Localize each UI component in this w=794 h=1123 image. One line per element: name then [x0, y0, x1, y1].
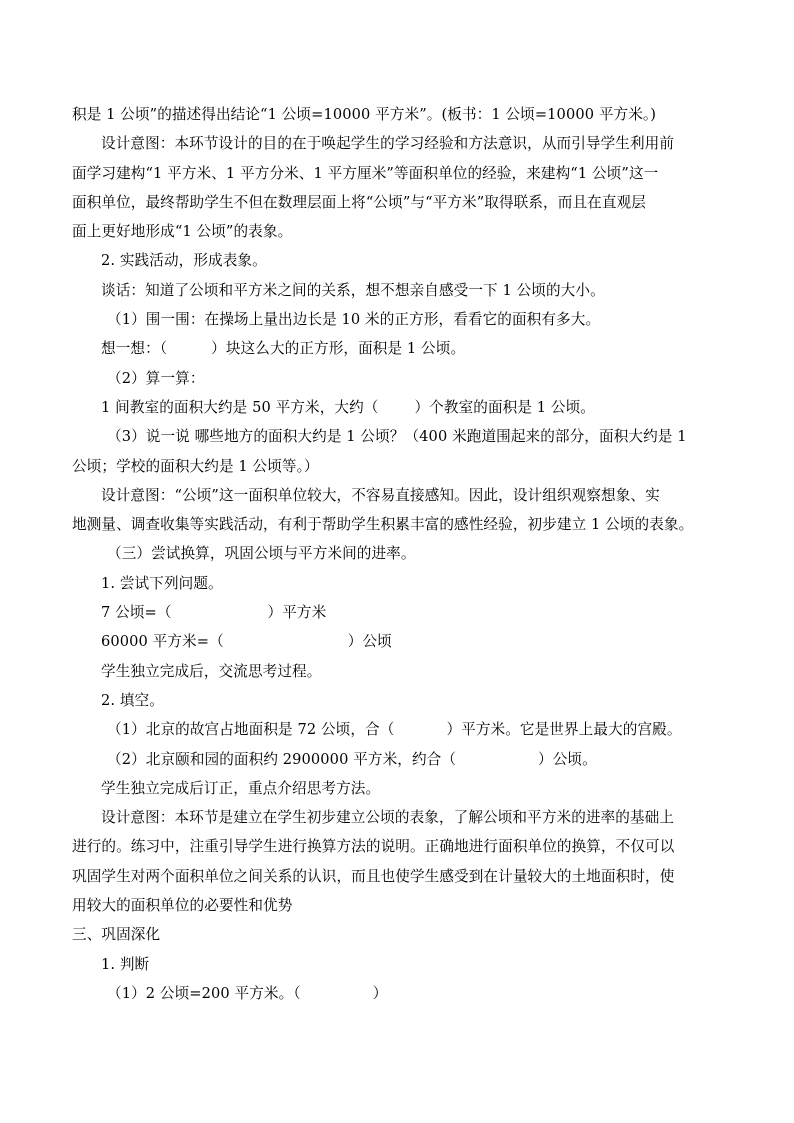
- fill-blank-line: [72, 334, 722, 363]
- paragraph-line: 谈话：知道了公顷和平方米之间的关系，想不想亲自感受一下 1 公顷的大小。: [101, 281, 605, 299]
- blank-prefix: （1）2 公顷=200 平方米。（: [107, 984, 301, 1002]
- paragraph-line: 学生独立完成后，交流思考过程。: [101, 662, 322, 680]
- blank-prefix: 7 公顷=（: [101, 604, 172, 622]
- blank-suffix: ）平方米: [267, 604, 327, 622]
- paragraph-line: （1）围一围：在操场上量出边长是 10 米的正方形，看看它的面积有多大。: [107, 311, 601, 329]
- section-heading: 三、巩固深化: [72, 926, 161, 944]
- paragraph-line: 进行的。练习中，注重引导学生进行换算方法的说明。正确地进行面积单位的换算，不仅可以: [72, 838, 675, 856]
- paragraph-line: 面学习建构“1 平方米、1 平方分米、1 平方厘米”等面积单位的经验，来建构“1 公顷”这一: [72, 164, 659, 182]
- section-heading: 2. 实践活动，形成表象。: [101, 252, 267, 270]
- paragraph-line: 面积单位，最终帮助学生不但在数理层面上将“公顷”与“平方米”取得联系，而且在直观层: [72, 193, 646, 211]
- fill-blank-line: [72, 979, 722, 1008]
- paragraph-line: 地测量、调查收集等实践活动，有利于帮助学生积累丰富的感性经验，初步建立 1 公顷的表象。: [72, 516, 694, 534]
- fill-blank-line: [72, 598, 722, 627]
- section-heading: （三）尝试换算，巩固公顷与平方米间的进率。: [107, 545, 416, 563]
- blank-prefix: （2）北京颐和园的面积约 2900000 平方米，约合（: [107, 750, 457, 768]
- document-page: [72, 100, 722, 1008]
- paragraph-line: 设计意图：本环节设计的目的在于唤起学生的学习经验和方法意识，从而引导学生利用前: [101, 135, 675, 153]
- fill-blank-line: [72, 393, 722, 422]
- fill-blank-line: [72, 627, 722, 656]
- paragraph-line: 设计意图：本环节是建立在学生初步建立公顷的表象，了解公顷和平方米的进率的基础上: [101, 809, 675, 827]
- paragraph-line: 面上更好地形成“1 公顷”的表象。: [72, 223, 293, 241]
- paragraph-line: 1. 尝试下列问题。: [101, 574, 223, 592]
- paragraph-line: 积是 1 公顷”的描述得出结论“1 公顷=10000 平方米”。(板书：1 公顷=10000 平方米。): [72, 106, 657, 123]
- blank-prefix: 想一想：（: [101, 340, 168, 358]
- blank-suffix: ）公顷。: [538, 750, 597, 768]
- paragraph-line: 公顷；学校的面积大约是 1 公顷等。）: [72, 457, 319, 475]
- blank-suffix: ）平方米。它是世界上最大的宫殿。: [446, 721, 682, 739]
- blank-prefix: 1 间教室的面积大约是 50 平方米，大约（: [101, 398, 379, 416]
- blank-suffix: ）个教室的面积是 1 公顷。: [414, 398, 595, 416]
- fill-blank-line: [72, 745, 722, 774]
- paragraph-line: 1. 判断: [101, 955, 150, 973]
- blank-suffix: ）公顷: [347, 633, 392, 651]
- paragraph-line: （2）算一算：: [107, 369, 205, 387]
- paragraph-line: （3）说一说 哪些地方的面积大约是 1 公顷？（400 米跑道围起来的部分，面积大约是 1: [107, 428, 687, 446]
- blank-prefix: 60000 平方米=（: [101, 633, 224, 651]
- fill-blank-line: [72, 715, 722, 744]
- blank-prefix: （1）北京的故宫占地面积是 72 公顷，合（: [107, 721, 395, 739]
- blank-suffix: ）块这么大的正方形，面积是 1 公顷。: [211, 340, 466, 358]
- paragraph-line: 用较大的面积单位的必要性和优势: [72, 897, 293, 915]
- paragraph-line: 2. 填空。: [101, 691, 164, 709]
- blank-suffix: ）: [372, 984, 388, 1002]
- paragraph-line: 巩固学生对两个面积单位之间关系的认识，而且也使学生感受到在计量较大的土地面积时，使: [72, 867, 675, 885]
- paragraph-line: 设计意图：“公顷”这一面积单位较大，不容易直接感知。因此，设计组织观察想象、实: [101, 486, 660, 504]
- paragraph-line: 学生独立完成后订正，重点介绍思考方法。: [101, 779, 381, 797]
